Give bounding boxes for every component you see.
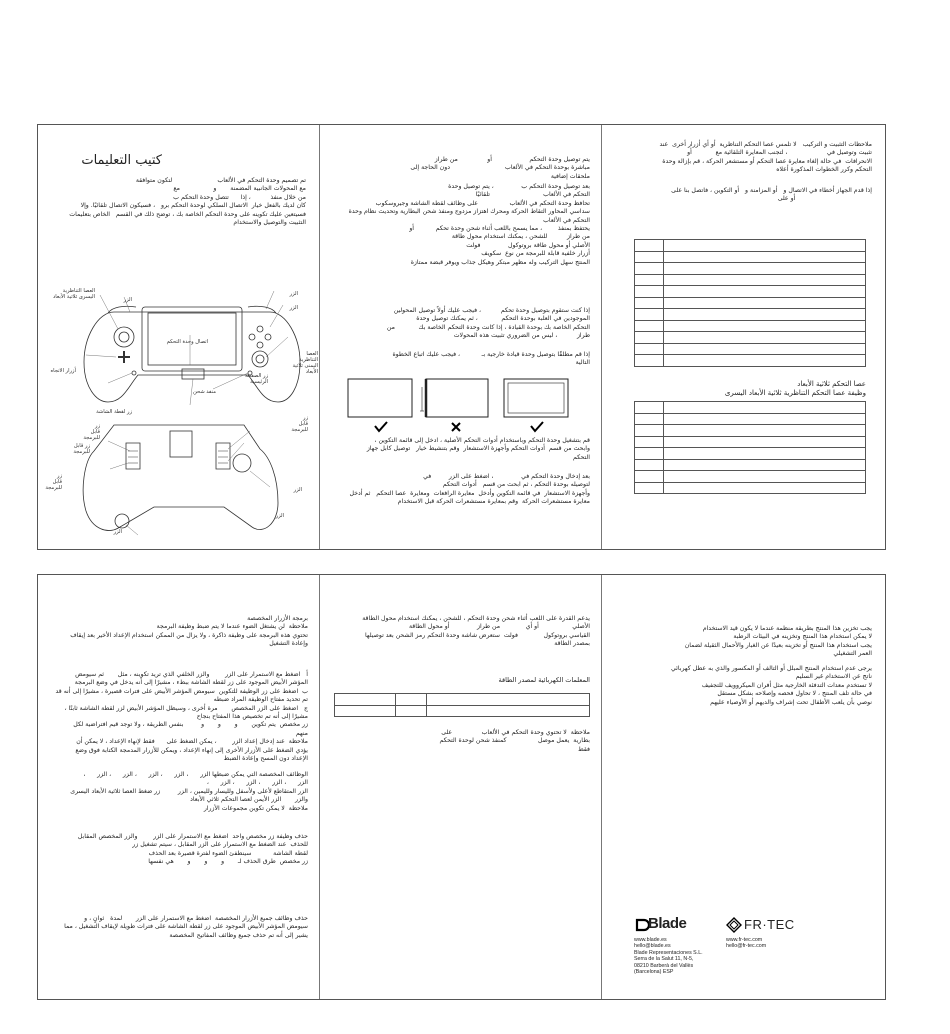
paragraph: حذف وظيفة زر مخصص واحد اضغط مع الاستمرار على الزر والزر المخصص المقابل للحذف عند الضغط مع الاستمرار على الزر المقابل ، سيتم تشغيل زر لقطة الشاشة سينطفئ الضوء لفترة قصيرة بعد الحذف زر مخصص طرق الحذف لـ و و و هي نفسها <box>77 833 308 866</box>
frtec-logo-text: FR·TEC <box>744 917 795 932</box>
label-dpad: أزرار الاتجاه <box>50 368 76 374</box>
ok-icon <box>375 422 387 431</box>
paragraph: برمجة الأزرار المخصصة ملاحظة لن يشتغل الضوء عندما لا يتم ضبط وظيفة البرمجة تحتوي هذه البرمجة على وظيفة ذاكرة ، ولا يزال من الممكن استخدام الإعداد الأخير بعد إيقاف وإعادة التشغيل <box>70 615 308 648</box>
manual-sheet-top <box>37 124 886 550</box>
power-parameters-table <box>334 693 590 717</box>
ok-icon <box>531 422 543 431</box>
paragraph: بعد إدخال وحدة التحكم في ، اضغط على الزر في لتوصيله بوحدة التحكم ، ثم ابحث من قسم أدوات التحكم وأجهزة الاستشعار في قائمة التكوين وأدخل معايرة الرافعات ومعايرة عصا التحكم ثم أدخل معايرة مستشعرات الحركة وقم بمعايرة مستشعرات الحركة قبل الاستخدام <box>349 473 590 506</box>
label-home: زر الصفحة الرئيسية <box>245 373 268 385</box>
panel-notes <box>602 125 885 549</box>
intro-text: تم تصميم وحدة التحكم في الألعاب لتكون متوافقة مع المحولات الجانبية المضمنة و مع من خلال منفذ ، إذا تتصل وحدة التحكم ب كان لديك بالفعل خيار الاتصال السلكي لوحدة التحكم برو ، فسيكون الاتصال تلقائيًا. وإلا فسيتعين عليك تكوينه على وحدة التحكم الخاصة بك ، توضح ذلك في القسم الخاص بتعليمات التثبيت والتوصيل والاستخدام <box>69 177 306 227</box>
label-r: الزر <box>275 513 284 519</box>
installation-steps-diagram <box>342 377 574 437</box>
paragraph: قم بتشغيل وحدة التحكم وباستخدام أدوات التحكم الأصلية ، ادخل إلى قائمة التكوين ، وابحث من قسم أدوات التحكم وأجهزة الاستشعار وقم بتنشيط خيار توصيل كابل جهاز التحكم <box>366 437 590 461</box>
blade-address: www.blade.es hello@blade.es Blade Representaciones S.L. Serra de la Salut 11, N-5, 08210 Barberà del Vallès (Barcelona) ESP <box>634 937 703 976</box>
section-heading: وظيفة عصا التحكم التناظرية ثلاثية الأبعاد اليسرى <box>724 389 866 397</box>
frtec-logo-icon <box>726 917 742 933</box>
controller-back-diagram <box>74 411 284 543</box>
label-programmable: زر قابل للبرمجة <box>45 473 62 491</box>
blade-logo <box>634 914 714 938</box>
paragraph: أ اضغط مع الاستمرار على الزر والزر الخلفي الذي تريد تكوينه ، مثل ثم سيومض المؤشر الأبيض الموجود على زر لقطة الشاشة ببطء ، مشيرًا إلى أنه يدخل في وضع البرمجة ب اضغط على زر الوظيفة للتكوين سيومض المؤشر الأبيض على فترات قصيرة ، مشيرًا إلى أنه قد تم تحديد مفتاح الوظيفة المراد ضبطه ج اضغط على الزر المخصص مرة أخرى ، وسيظل المؤشر الأبيض لزر لقطة الشاشة ثابتًا ، مشيرًا إلى أنه تم تخصيص هذا المفتاح بنجاح زر مخصص يتم تكوين و و و بنفس الطريقة ، ولا توجد قيم افتراضية لكل منهم ملاحظة عند إدخال إعداد الزر ، يمكن الضغط على فقط لإنهاء الإعداد ، لا يمكن أن يؤدي الضغط على الأزرار الأخرى إلى إنهاء الإعداد ، ويمكن للأزرار المدمجة الكتابة فوق وضع الإعداد دون المسح وإعادة الضبط <box>55 671 308 763</box>
note: ملاحظة لا تحتوي وحدة التحكم في الألعاب على بطارية يعمل موصل كمنفذ شحن لوحدة التحكم فقط <box>439 729 590 753</box>
paragraph: حذف وظائف جميع الأزرار المخصصة اضغط مع الاستمرار على الزر لمدة ثوانٍ ، و سيومض المؤشر الأبيض الموجود على زر لقطة الشاشة على فترات طويلة لإيقاف التشغيل ، مما يشير إلى أنه تم حذف جميع وظائف المفاتيح المخصصة <box>64 915 308 939</box>
panel-charging <box>320 575 601 999</box>
paragraph: إذا قدم الجهاز أخطاء في الاتصال و أو المزامنة و أو التكوين ، فاتصل بنا على أو على <box>671 187 872 203</box>
frtec-address: www.fr-tec.com hello@fr-tec.com <box>726 937 767 950</box>
button-map-table <box>634 239 866 367</box>
paragraph: بعد توصيل وحدة التحكم ب ، يتم توصيل وحدة التحكم في الألعاب تلقائيًا تحافظ وحدة التحكم في الألعاب على وظائف لقطة الشاشة وجيروسكوب سداسي المحاور التقاط الحركة ومحرك اهتزاز مزدوج ومنفذ شحن البطارية وتحديث نظام وحدة التحكم في الألعاب يحتفظ بمنفذ ، مما يسمح باللعب أثناء شحن وحدة تحكم أو من طراز للشحن ، يمكنك استخدام محول طاقة الأصلي أو محول طاقة بروتوكول فولت أزرار خلفية قابلة للبرمجة من نوع سكويف المنتج سهل التركيب وله مظهر مبتكر وهيكل جذاب ويوفر قبضة ممتازة <box>348 183 590 266</box>
label-charge-port: منفذ شحن <box>193 389 216 395</box>
label-connect: اتصال وحدة التحكم <box>166 339 208 345</box>
manual-title: كتيب التعليمات <box>81 153 162 168</box>
manual-sheet-bottom <box>37 574 886 1000</box>
label-programmable: زر قابل للبرمجة <box>73 443 90 455</box>
paragraph: يدعم القدرة على اللعب أثناء شحن وحدة التحكم ، للشحن ، يمكنك استخدام محول الطاقة الأصلي أو أي من طراز أو محول الطاقة القياسي بروتوكول فولت ستعرض شاشة وحدة التحكم رمز الشحن بعد توصيلها بمصدر الطاقة <box>362 615 590 648</box>
label-zl: الزر <box>113 529 122 535</box>
panel-safety <box>602 575 885 999</box>
paragraph: الوظائف المخصصة التي يمكن ضبطها الزر ، الزر ، الزر ، الزر ، الزر ، الزر ، الزر ، الزر ، الزر ، الزر المتقاطع لأعلى ولأسفل ولليسار ولليمين ، الزر زر ضغط العصا ثلاثية الأبعاد اليسرى والزر الزر الأيمن لعصا التحكم ثلاثي الأبعاد ملاحظة لا يمكن تكوين مجموعات الأزرار <box>70 771 308 812</box>
label-right-stick: العصا التناظرية اليمنى ثلاثية الأبعاد <box>292 351 318 375</box>
paragraph: يرجى عدم استخدام المنتج المبلل أو التالف أو المكسور والذي به عطل كهربائي ناتج عن الاستخدام غير السليم لا تستخدم معدات التدفئة الخارجية مثل أفران الميكروويف للتجفيف في حالة تلف المنتج ، لا تحاول فحصه وإصلاحه بشكل مستقل نوصي بأن يلعب الأطفال تحت إشراف والديهم أو الأوصياء عليهم <box>671 665 872 706</box>
panel-programming <box>38 575 319 999</box>
paragraph: يتم توصيل وحدة التحكم أو من طراز مباشرة بوحدة التحكم في الألعاب دون الحاجة إلى ملحقات إضافية <box>410 156 590 180</box>
label-button: الزر <box>289 305 298 311</box>
frtec-logo <box>726 915 806 939</box>
paragraph: ملاحظات التثبيت و التركيب لا تلمس عصا التحكم التناظرية أو أي أزرار أخرى عند تثبيت وتوصيل في ، لتجنب المعايرة التلقائية مع أو الانحرافات في حالة إلغاء معايرة عصا التحكم أو مستشعر الحركة ، قم بإزالة وحدة التحكم وكرر الخطوات المذكورة أعلاه <box>659 141 872 174</box>
panel-installation <box>320 125 601 549</box>
paragraph: إذا قم مطلقًا بتوصيل وحدة قيادة خارجية بـ ، فيجب عليك اتباع الخطوة التالية <box>392 351 590 367</box>
table-title: المعلمات الكهربائية لمصدر الطاقة <box>498 676 590 684</box>
section-heading: عصا التحكم ثلاثية الأبعاد <box>797 380 866 388</box>
label-left-stick: العصا التناظرية اليسرى ثلاثية الأبعاد <box>52 288 95 300</box>
label-button: الزر <box>123 297 132 303</box>
blade-logo-text: Blade <box>648 915 687 932</box>
wrong-icon <box>452 423 460 431</box>
panel-overview <box>38 125 319 549</box>
stick-function-table <box>634 401 866 494</box>
label-programmable: زر قابل للبرمجة <box>83 423 100 441</box>
label-button: الزر <box>289 291 298 297</box>
paragraph: يجب تخزين هذا المنتج بطريقة منظمة عندما لا يكون قيد الاستخدام لا يمكن استخدام هذا المنتج وتخزينه في البيئات الرطبة يجب استخدام هذا المنتج أو تخزينه بعيدًا عن الغبار والأحمال الثقيلة لضمان العمر التشغيلي <box>684 625 872 658</box>
label-zr: الزر <box>293 487 302 493</box>
label-screenshot: زر لقطة الشاشة <box>96 409 132 415</box>
label-programmable: زر قابل للبرمجة <box>291 415 308 433</box>
paragraph: إذا كنت ستقوم بتوصيل وحدة تحكم ، فيجب عليك أولاً توصيل المحولين الموجودين في العلبة بوحدة التحكم ، ثم يمكنك توصيل وحدة التحكم الخاصة بك بوحدة القيادة ، إذا كانت وحدة التحكم الخاصة بك من طراز ، ليس من الضروري تثبيت هذه المحولات <box>386 307 590 340</box>
